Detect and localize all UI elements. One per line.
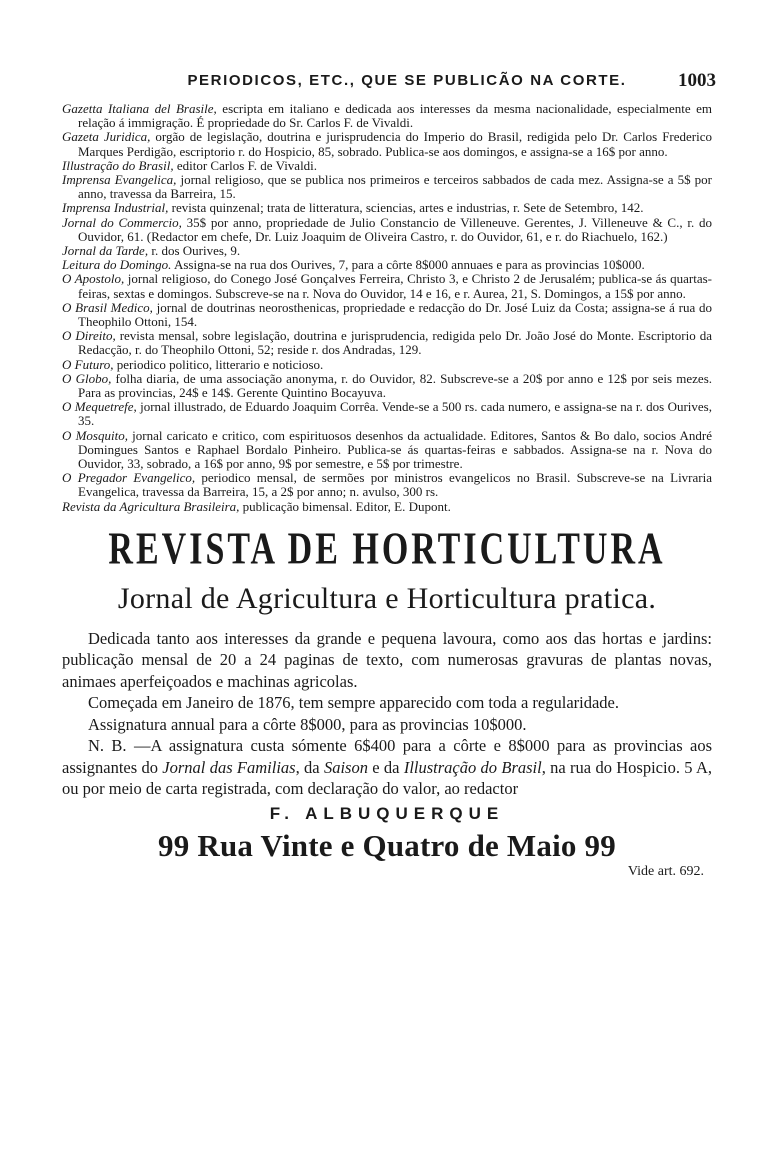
entry-title: O Direito, — [62, 328, 116, 344]
advert-paragraph: Dedicada tanto aos interesses da grande e pequena lavoura, como aos das hortas e jardins: publicação mensal de 20 a 24 paginas de texto, com numerosas gravuras de plantas novas, animaes aperfeiçoados e machinas agricolas. — [62, 628, 712, 691]
entry-text: revista mensal, sobre legislação, doutrina e jurisprudencia, redigida pelo Dr. João José do Monte. Escriptorio da Redacção, r. do Theophilo Ottoni, 52; reside r. dos Andradas, 129. — [78, 328, 712, 358]
advert-text: e da — [367, 757, 404, 777]
entry-text: jornal illustrado, de Eduardo Joaquim Corrêa. Vende-se a 500 rs. cada numero, e assigna-se na r. dos Ourives, 35. — [78, 399, 712, 429]
entry-text: jornal religioso, do Conego José Gonçalves Ferreira, Christo 3, e Christo 2 de Jerusalém; publica-se ás quartas-feiras, sextas e domingos. Subscreve-se na r. Nova do Ouvidor, 14 e 16, e r. Aurea, 21, S. Domingos, a 15$ por anno. — [78, 271, 712, 301]
advert-subtitle: Jornal de Agricultura e Horticultura pratica. — [117, 581, 657, 615]
list-item — [62, 258, 712, 272]
list-item — [62, 272, 712, 300]
entry-text: editor Carlos F. de Vivaldi. — [173, 157, 318, 173]
list-item — [62, 429, 712, 472]
entry-title: O Mosquito, — [62, 427, 128, 443]
entry-text: jornal religioso, que se publica nos primeiros e terceiros sabbados de cada mez. Assigna-se a 5$ por anno, travessa da Barreira, 15. — [78, 172, 712, 202]
entry-title: O Pregador Evangelico, — [62, 470, 196, 486]
list-item — [62, 244, 712, 258]
entry-text: r. dos Ourives, 9. — [148, 243, 241, 259]
journal-name: Illustração do Brasil — [403, 757, 542, 777]
entry-title: Jornal do Commercio, — [62, 214, 182, 230]
advert-editor: F. ALBUQUERQUE — [269, 803, 505, 823]
periodicals-list — [62, 102, 712, 514]
entry-title: Imprensa Evangelica, — [62, 172, 177, 188]
entry-text: jornal de doutrinas neorosthenicas, propriedade e redacção do Dr. José Luiz da Costa; assigna-se á rua do Theophilo Ottoni, 154. — [78, 299, 712, 330]
list-item — [62, 329, 712, 357]
advertisement — [62, 524, 712, 880]
entry-text: folha diaria, de uma associação anonyma, r. do Ouvidor, 82. Subscreve-se a 20$ por anno e 12$ por seis mezes. Para as provincias, 24$ e 14$. Gerente Quintino Bocayuva. — [78, 370, 712, 401]
entry-title: O Apostolo, — [62, 271, 125, 287]
running-title: PERIODICOS, ETC., QUE SE PUBLICÃO NA CORTE. — [187, 72, 627, 89]
entry-title: Gazeta Juridica, — [62, 129, 151, 145]
entry-title: O Futuro, — [62, 356, 114, 372]
entry-title: O Brasil Medico, — [62, 299, 153, 315]
entry-text: periodico politico, litterario e noticioso. — [113, 356, 324, 372]
entry-text: jornal caricato e critico, com espirituosos desenhos da actualidade. Editores, Santos & Bo dalo, socios André Domingues Santos e Raphael Bordalo Pinheiro. Publica-se ás quartas-feiras e sabbados. Assigna-se na r. Nova do Ouvidor, 33, sobrado, a 16$ por anno, 9$ por semestre, e 5$ por trimestre. — [78, 427, 713, 472]
list-item — [62, 372, 712, 400]
journal-name: Jornal das Familias — [162, 757, 296, 777]
entry-text: escripta em italiano e dedicada aos interesses da mesma nacionalidade, especialmente em relação á immigração. É propriedade do Sr. Carlos F. de Vivaldi. — [78, 101, 712, 131]
entry-title: O Mequetrefe, — [62, 399, 137, 415]
running-header — [62, 70, 716, 98]
journal-name: Saison — [323, 757, 368, 777]
advert-paragraph: Começada em Janeiro de 1876, tem sempre apparecido com toda a regularidade. — [88, 693, 619, 713]
advert-address: 99 Rua Vinte e Quatro de Maio 99 — [158, 827, 616, 863]
advert-paragraph — [62, 735, 712, 800]
list-item — [62, 500, 712, 514]
entry-text: Assigna-se na rua dos Ourives, 7, para a côrte 8$000 annuaes e para as provincias 10$000. — [171, 257, 645, 273]
entry-text: 35$ por anno, propriedade de Julio Constancio de Villeneuve. Gerentes, J. Villeneuve & C., r. do Ouvidor, 61. (Redactor em chefe, Dr. Luiz Joaquim de Oliveira Castro, r. do Ouvidor, 61, e r. do Riachuelo, 162.) — [78, 214, 712, 244]
advert-paragraph: Assignatura annual para a côrte 8$000, para as provincias 10$000. — [88, 714, 527, 734]
list-item — [62, 301, 712, 329]
list-item — [62, 173, 712, 201]
list-item — [62, 400, 712, 428]
entry-title: Illustração do Brasil, — [62, 157, 174, 173]
entry-title: Revista da Agricultura Brasileira, — [62, 498, 240, 514]
list-item — [62, 471, 712, 499]
advert-text: N. B. —A assignatura custa sómente 6$400 para a côrte e 8$000 para as provincias aos assignantes do — [62, 736, 712, 777]
advert-title: REVISTA DE HORTICULTURA — [108, 524, 666, 575]
entry-title: Leitura do Domingo. — [62, 257, 172, 273]
list-item — [62, 102, 712, 130]
advert-text: , na rua do Hospicio. 5 A, ou por meio de carta registrada, com declaração do valor, ao redactor — [62, 757, 712, 799]
list-item — [62, 130, 712, 158]
page-number: 1003 — [678, 70, 716, 91]
entry-text: revista quinzenal; trata de litteratura, sciencias, artes e industrias, r. Sete de Setembro, 142. — [168, 200, 644, 216]
list-item — [62, 216, 712, 244]
entry-title: O Globo, — [62, 370, 112, 386]
entry-title: Imprensa Industrial, — [62, 200, 169, 216]
list-item — [62, 159, 712, 173]
entry-text: periodico mensal, de sermões por ministros evangelicos no Brasil. Subscreve-se na Livraria Evangelica, travessa da Barreira, 15, a 2$ por anno; n. avulso, 300 rs. — [78, 470, 712, 500]
entry-title: Jornal da Tarde, — [62, 243, 149, 259]
entry-title: Gazetta Italiana del Brasile, — [62, 101, 217, 116]
entry-text: orgão de legislação, doutrina e jurisprudencia do Imperio do Brasil, redigida pelo Dr. Carlos Frederico Marques Perdigão, escriptorio r. do Hospicio, 85, sobrado. Publica-se aos domingos, e assigna-se a 16$ por anno. — [78, 129, 713, 159]
advert-text: , da — [295, 757, 324, 777]
advert-reference: Vide art. 692. — [627, 863, 704, 879]
advert-body — [62, 628, 712, 800]
list-item — [62, 201, 712, 215]
list-item — [62, 358, 712, 372]
entry-text: publicação bimensal. Editor, E. Dupont. — [239, 498, 451, 514]
